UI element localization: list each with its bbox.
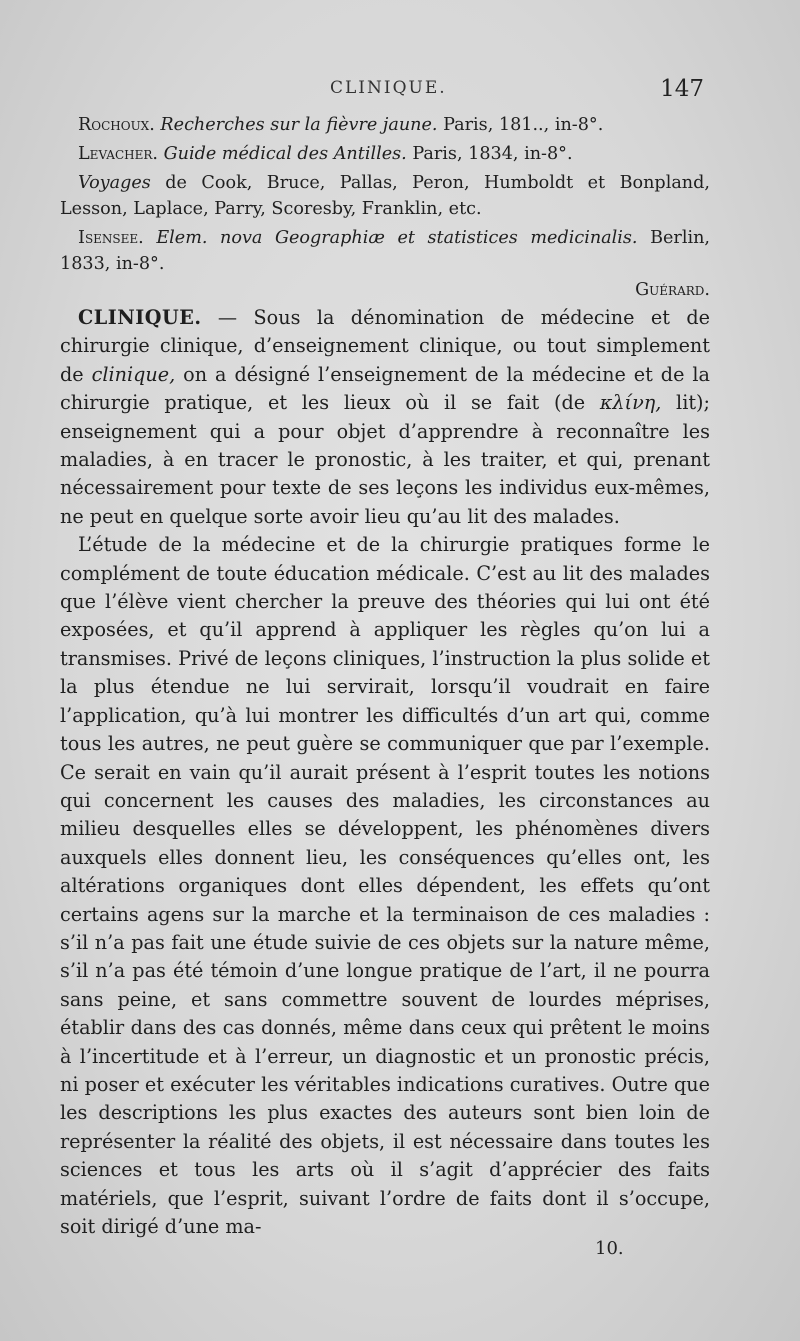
bib-title: Voyages bbox=[78, 173, 151, 193]
article-paragraph bbox=[60, 304, 710, 531]
bib-author: Levacher. bbox=[78, 144, 158, 164]
bib-author: Rochoux. bbox=[78, 115, 155, 135]
bib-details: Paris, 1834, in-8°. bbox=[406, 144, 573, 164]
article-clinique bbox=[60, 304, 710, 1241]
article-paragraph: L’étude de la médecine et de la chirurgie pratiques forme le complément de toute éducation médicale. C’est au lit des malades que l’élève vient chercher la preuve des théories qui lui ont été exposées, et qu’il apprend à appliquer les règles qu’on lui a transmises. Privé de leçons cliniques, l’instruction la plus solide et la plus étendue ne lui servirait, lorsqu’il voudrait en faire l’application, qu’à lui montrer les difficultés d’un art qui, comme tous les autres, ne peut guère se communiquer que par l’exemple. Ce serait en vain qu’il aurait présent à l’esprit toutes les notions qui concernent les causes des maladies, les circonstances au milieu desquelles elles se développent, les phénomènes divers auxquels elles donnent lieu, les conséquences qu’elles ont, les altérations organiques dont elles dépendent, les effets qu’ont certains agens sur la marche et la terminaison de ces maladies : s’il n’a pas fait une étude suivie de ces objets sur la nature même, s’il n’a pas été témoin d’une longue pratique de l’art, il ne pourra sans peine, et sans commettre souvent de lourdes méprises, établir dans des cas donnés, même dans ceux qui prêtent le moins à l’incertitude et à l’erreur, un diagnostic et un pronostic précis, ni poser et exécuter les véritables indications curatives. Outre que les descriptions les plus exactes des auteurs sont bien loin de représenter la réalité des objets, il est nécessaire dans toutes les sciences et tous les arts où il s’agit d’apprécier des faits matériels, que l’esprit, suivant l’ordre de faits dont il s’occupe, soit dirigé d’une ma- bbox=[60, 533, 710, 1238]
running-head bbox=[60, 76, 710, 106]
bib-entry bbox=[60, 170, 710, 222]
bib-details: Paris, 181.., in-8°. bbox=[437, 115, 604, 135]
bib-entry bbox=[60, 225, 710, 303]
bib-signature: Guérard. bbox=[635, 280, 710, 300]
bib-author: Isensee. bbox=[78, 228, 144, 248]
bib-entry bbox=[60, 112, 710, 138]
article-emphasis: clinique, bbox=[91, 362, 176, 386]
article-text: on a désigné l’enseignement de la médecine et de la chirurgie pratique, et les lieux où il se fait (de bbox=[60, 362, 710, 415]
bib-title: Guide médical des Antilles. bbox=[163, 144, 407, 164]
bib-details: de Cook, Bruce, Pallas, Peron, Humboldt et Bonpland, Lesson, Laplace, Parry, Scoresby, Franklin, etc. bbox=[60, 173, 710, 219]
bib-details: Berlin, 1833, in-8°. bbox=[60, 228, 710, 274]
bib-entry bbox=[60, 141, 710, 167]
bib-title: Elem. nova Geographiæ et statistices medicinalis. bbox=[156, 228, 638, 248]
article-text: lit); enseignement qui a pour objet d’apprendre à reconnaître les maladies, à en tracer le pronostic, à les traiter, et qui, prenant nécessairement pour texte de ses leçons les individus eux-mêmes, ne peut en quelque sorte avoir lieu qu’au lit des malades. bbox=[60, 391, 710, 528]
bibliography bbox=[60, 112, 710, 306]
article-text: — Sous la dénomination de médecine et de chirurgie clinique, d’enseignement clinique, ou tout simplement de bbox=[60, 306, 710, 386]
article-heading: CLINIQUE. bbox=[78, 306, 202, 329]
signature-mark: 10. bbox=[595, 1238, 624, 1259]
page-number: 147 bbox=[660, 76, 704, 102]
running-title: CLINIQUE. bbox=[330, 78, 447, 98]
bib-title: Recherches sur la fièvre jaune. bbox=[160, 115, 438, 135]
greek-word: κλίνη, bbox=[599, 391, 662, 415]
